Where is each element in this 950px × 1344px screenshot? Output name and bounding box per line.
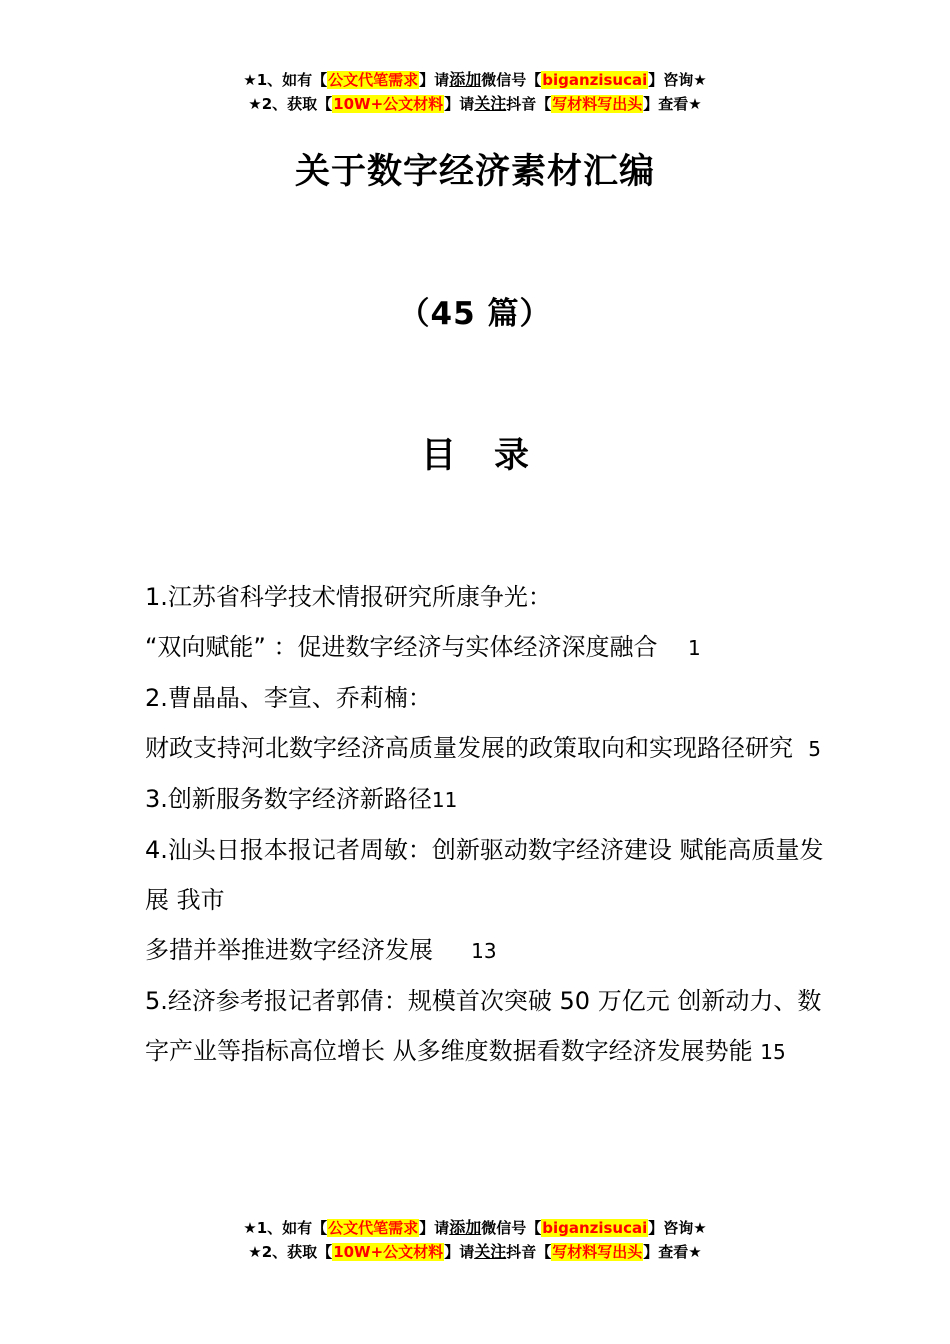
toc-heading-char: 录 (494, 436, 530, 476)
toc-item-title: 4.汕头日报本报记者周敏：创新驱动数字经济建设 赋能高质量发展 我市 (145, 836, 824, 914)
toc-item-3[interactable] (145, 774, 825, 825)
banner-text: 】请 (419, 71, 450, 89)
banner-highlight-wechat: biganzisucai (542, 71, 648, 89)
banner-highlight-douyin: 写材料写出头 (552, 1243, 643, 1261)
toc-page-number: 11 (431, 788, 458, 812)
footer-banner (0, 1216, 950, 1264)
banner-highlight-wechat: biganzisucai (542, 1219, 648, 1237)
banner-line-2 (0, 1240, 950, 1264)
banner-text: 抖音【 (506, 95, 552, 113)
banner-text: 】请 (444, 1243, 475, 1261)
toc-item-subtitle: “双向赋能” ：促进数字经济与实体经济深度融合 (145, 633, 658, 661)
toc-item-title: 3.创新服务数字经济新路径 (145, 785, 432, 813)
banner-text: ★2、获取【 (248, 95, 333, 113)
banner-text: ★1、如有【 (243, 71, 328, 89)
banner-text: 微信号【 (481, 1219, 542, 1237)
header-banner (0, 68, 950, 116)
banner-emphasis: 添加 (449, 1218, 482, 1237)
toc-heading-char: 目 (420, 436, 456, 476)
toc-item-2[interactable] (145, 673, 825, 774)
banner-text: ★2、获取【 (248, 1243, 333, 1261)
banner-line-2 (0, 92, 950, 116)
toc-item-1[interactable] (145, 572, 825, 673)
banner-text: 】请 (444, 95, 475, 113)
banner-highlight: 公文代笔需求 (328, 1219, 419, 1237)
banner-highlight: 10W+公文材料 (333, 95, 444, 113)
toc-item-4[interactable] (145, 825, 825, 976)
toc-item-subtitle: 财政支持河北数字经济高质量发展的政策取向和实现路径研究 (145, 734, 793, 762)
toc-item-5[interactable] (145, 976, 825, 1077)
toc-item-title: 5.经济参考报记者郭倩：规模首次突破 50 万亿元 创新动力、数字产业等指标高位增长 从多维度数据看数字经济发展势能 (145, 987, 822, 1065)
banner-highlight: 公文代笔需求 (328, 71, 419, 89)
table-of-contents (145, 572, 825, 1077)
banner-text: 抖音【 (506, 1243, 552, 1261)
toc-page-number: 13 (471, 939, 497, 963)
banner-emphasis: 关注 (474, 94, 507, 113)
document-title: 关于数字经济素材汇编 (294, 152, 655, 192)
toc-heading (0, 434, 950, 478)
banner-line-1 (0, 68, 950, 92)
banner-text: 微信号【 (481, 71, 542, 89)
toc-page-number: 15 (760, 1040, 786, 1064)
banner-highlight-douyin: 写材料写出头 (552, 95, 643, 113)
toc-item-title: 2.曹晶晶、李宣、乔莉楠： (145, 684, 432, 712)
banner-text: ★1、如有【 (243, 1219, 328, 1237)
banner-text: 】咨询★ (648, 1219, 707, 1237)
toc-item-subtitle: 多措并举推进数字经济发展 (145, 936, 433, 964)
banner-text: 】查看★ (643, 95, 702, 113)
toc-page-number: 5 (808, 737, 821, 761)
banner-text: 】请 (419, 1219, 450, 1237)
banner-emphasis: 关注 (474, 1242, 507, 1261)
toc-page-number: 1 (688, 636, 701, 660)
toc-item-title: 1.江苏省科学技术情报研究所康争光： (145, 583, 552, 611)
banner-emphasis: 添加 (449, 70, 482, 89)
document-count: （45 篇） (398, 296, 552, 332)
banner-highlight: 10W+公文材料 (333, 1243, 444, 1261)
banner-line-1 (0, 1216, 950, 1240)
banner-text: 】咨询★ (648, 71, 707, 89)
banner-text: 】查看★ (643, 1243, 702, 1261)
